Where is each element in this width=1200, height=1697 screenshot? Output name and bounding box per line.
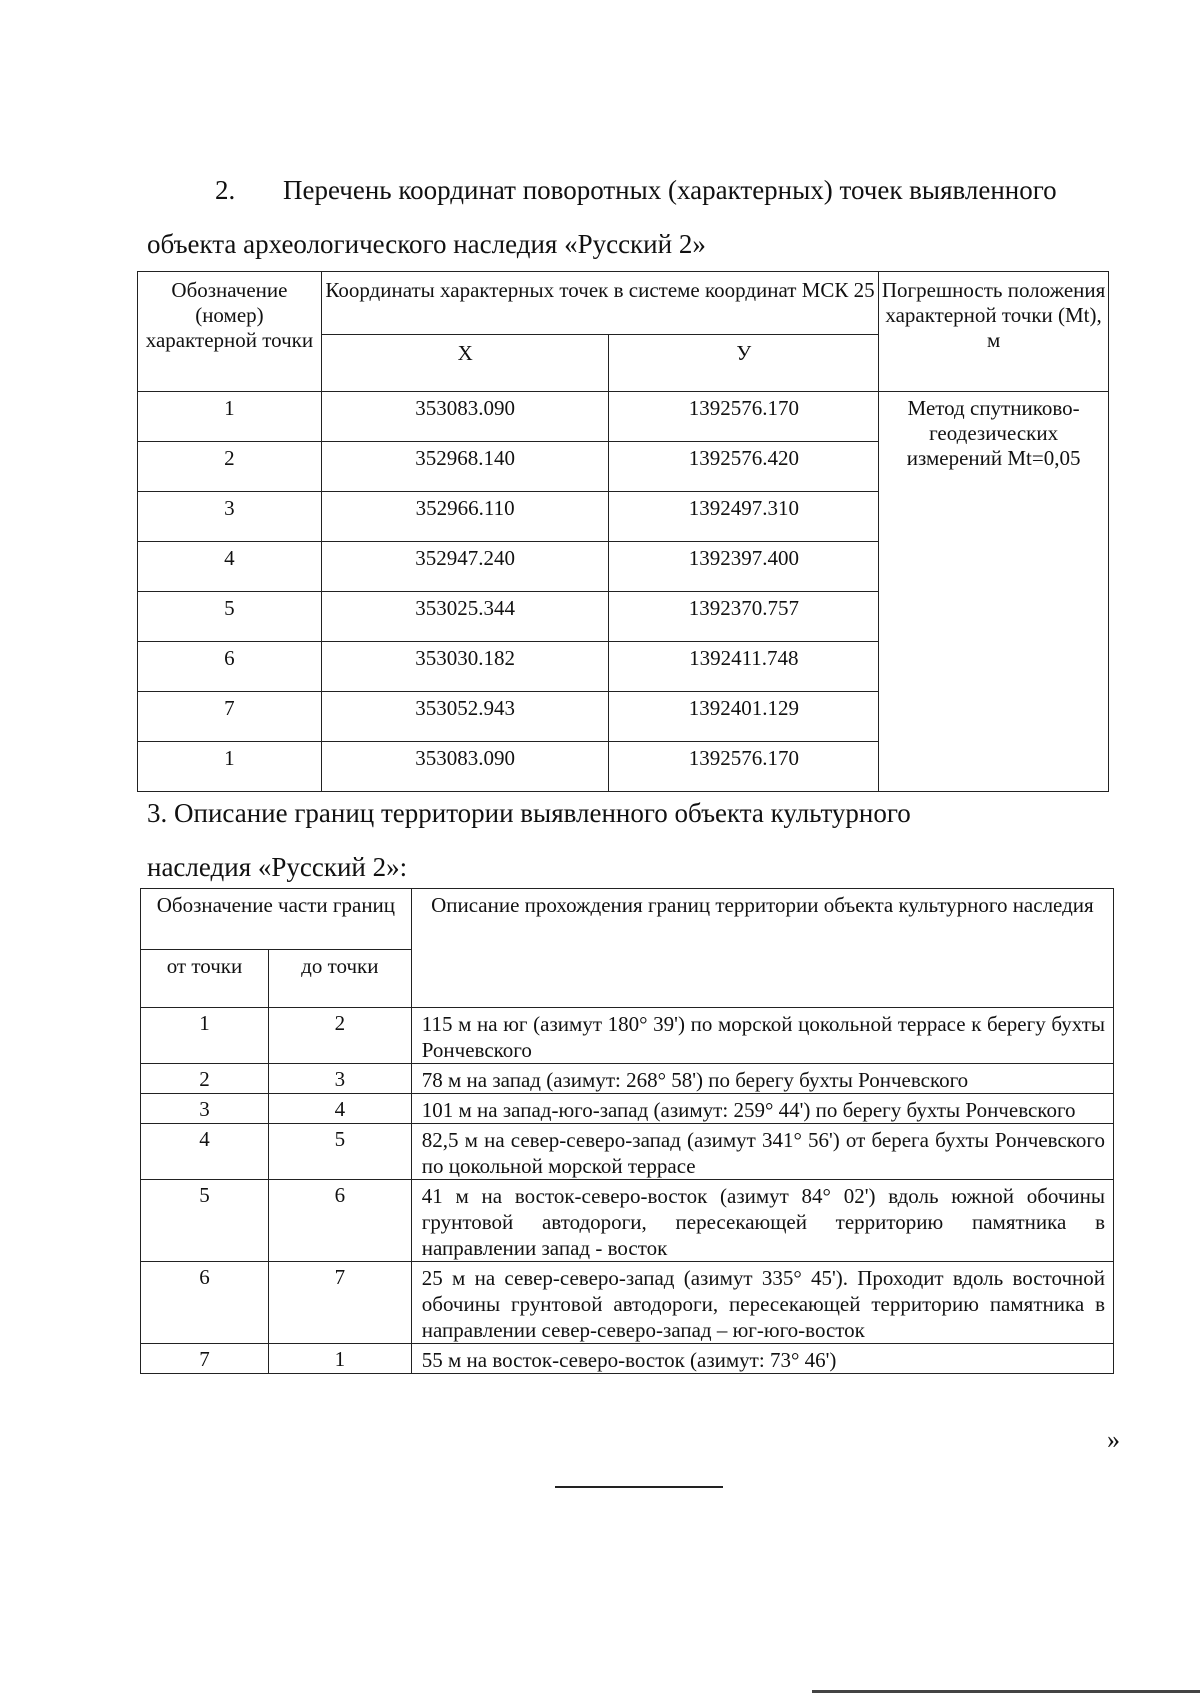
cell-point: 6 [138, 642, 322, 692]
header-x: Х [321, 335, 609, 392]
cell-desc: 78 м на запад (азимут: 268° 58') по берегу бухты Рончевского [411, 1064, 1113, 1094]
cell-desc: 101 м на запад-юго-запад (азимут: 259° 44') по берегу бухты Рончевского [411, 1094, 1113, 1124]
cell-point: 7 [138, 692, 322, 742]
boundary-row [141, 1180, 1114, 1262]
cell-to: 6 [268, 1180, 411, 1262]
boundary-row [141, 1008, 1114, 1064]
cell-x: 352966.110 [321, 492, 609, 542]
cell-from: 6 [141, 1262, 269, 1344]
boundary-row [141, 1094, 1114, 1124]
cell-point: 5 [138, 592, 322, 642]
cell-from: 4 [141, 1124, 269, 1180]
header-error: Погрешность положения характерной точки (Mt), м [879, 272, 1109, 392]
cell-desc: 25 м на север-северо-запад (азимут 335° 45'). Проходит вдоль восточной обочины грунтовой автодороги, пересекающей территорию памятника в направлении север-северо-запад – юг-юго-восток [411, 1262, 1113, 1344]
closing-quote: » [1107, 1425, 1120, 1454]
section-2-heading [147, 163, 1130, 271]
cell-point: 1 [138, 742, 322, 792]
cell-from: 1 [141, 1008, 269, 1064]
section-3-heading [147, 786, 1130, 894]
cell-desc: 55 м на восток-северо-восток (азимут: 73° 46') [411, 1344, 1113, 1374]
cell-point: 1 [138, 392, 322, 442]
header-description: Описание прохождения границ территории объекта культурного наследия [411, 889, 1113, 1008]
header-point: Обозначение (номер) характерной точки [138, 272, 322, 392]
cell-x: 353025.344 [321, 592, 609, 642]
header-from: от точки [141, 950, 269, 1008]
cell-y: 1392576.170 [609, 392, 879, 442]
section-title-line2: наследия «Русский 2»: [147, 852, 408, 882]
cell-y: 1392401.129 [609, 692, 879, 742]
coordinate-row [138, 392, 1109, 442]
header-coords: Координаты характерных точек в системе координат МСК 25 [321, 272, 878, 335]
cell-from: 3 [141, 1094, 269, 1124]
cell-y: 1392397.400 [609, 542, 879, 592]
coordinates-table [137, 271, 1109, 792]
header-to: до точки [268, 950, 411, 1008]
section-title-line1: Перечень координат поворотных (характерных) точек выявленного [283, 175, 1057, 205]
boundary-row [141, 1124, 1114, 1180]
cell-x: 353083.090 [321, 392, 609, 442]
cell-from: 2 [141, 1064, 269, 1094]
boundary-row [141, 1262, 1114, 1344]
cell-x: 353083.090 [321, 742, 609, 792]
cell-from: 5 [141, 1180, 269, 1262]
cell-x: 352947.240 [321, 542, 609, 592]
cell-to: 4 [268, 1094, 411, 1124]
cell-desc: 41 м на восток-северо-восток (азимут 84° 02') вдоль южной обочины грунтовой автодороги, пересекающей территорию памятника в направлении запад - восток [411, 1180, 1113, 1262]
cell-to: 1 [268, 1344, 411, 1374]
section-title-line2: объекта археологического наследия «Русский 2» [147, 229, 706, 259]
cell-error-method: Метод спутниково-геодезических измерений Mt=0,05 [879, 392, 1109, 792]
footer-edge-line [812, 1690, 1200, 1693]
cell-y: 1392576.420 [609, 442, 879, 492]
cell-x: 353052.943 [321, 692, 609, 742]
cell-point: 3 [138, 492, 322, 542]
cell-desc: 82,5 м на север-северо-запад (азимут 341° 56') от берега бухты Рончевского по цокольной морской террасе [411, 1124, 1113, 1180]
cell-to: 5 [268, 1124, 411, 1180]
cell-to: 2 [268, 1008, 411, 1064]
cell-point: 4 [138, 542, 322, 592]
cell-y: 1392370.757 [609, 592, 879, 642]
header-y: У [609, 335, 879, 392]
section-title-line1: Описание границ территории выявленного объекта культурного [174, 798, 911, 828]
cell-y: 1392576.170 [609, 742, 879, 792]
section-number: 3. [147, 798, 168, 828]
cell-to: 7 [268, 1262, 411, 1344]
cell-y: 1392411.748 [609, 642, 879, 692]
section-number: 2. [215, 175, 236, 205]
boundaries-table [140, 888, 1114, 1374]
header-part: Обозначение части границ [141, 889, 412, 950]
cell-point: 2 [138, 442, 322, 492]
cell-desc: 115 м на юг (азимут 180° 39') по морской цокольной террасе к берегу бухты Рончевского [411, 1008, 1113, 1064]
boundary-row [141, 1344, 1114, 1374]
cell-to: 3 [268, 1064, 411, 1094]
cell-x: 352968.140 [321, 442, 609, 492]
cell-from: 7 [141, 1344, 269, 1374]
cell-x: 353030.182 [321, 642, 609, 692]
cell-y: 1392497.310 [609, 492, 879, 542]
boundary-row [141, 1064, 1114, 1094]
divider-line [555, 1486, 723, 1488]
